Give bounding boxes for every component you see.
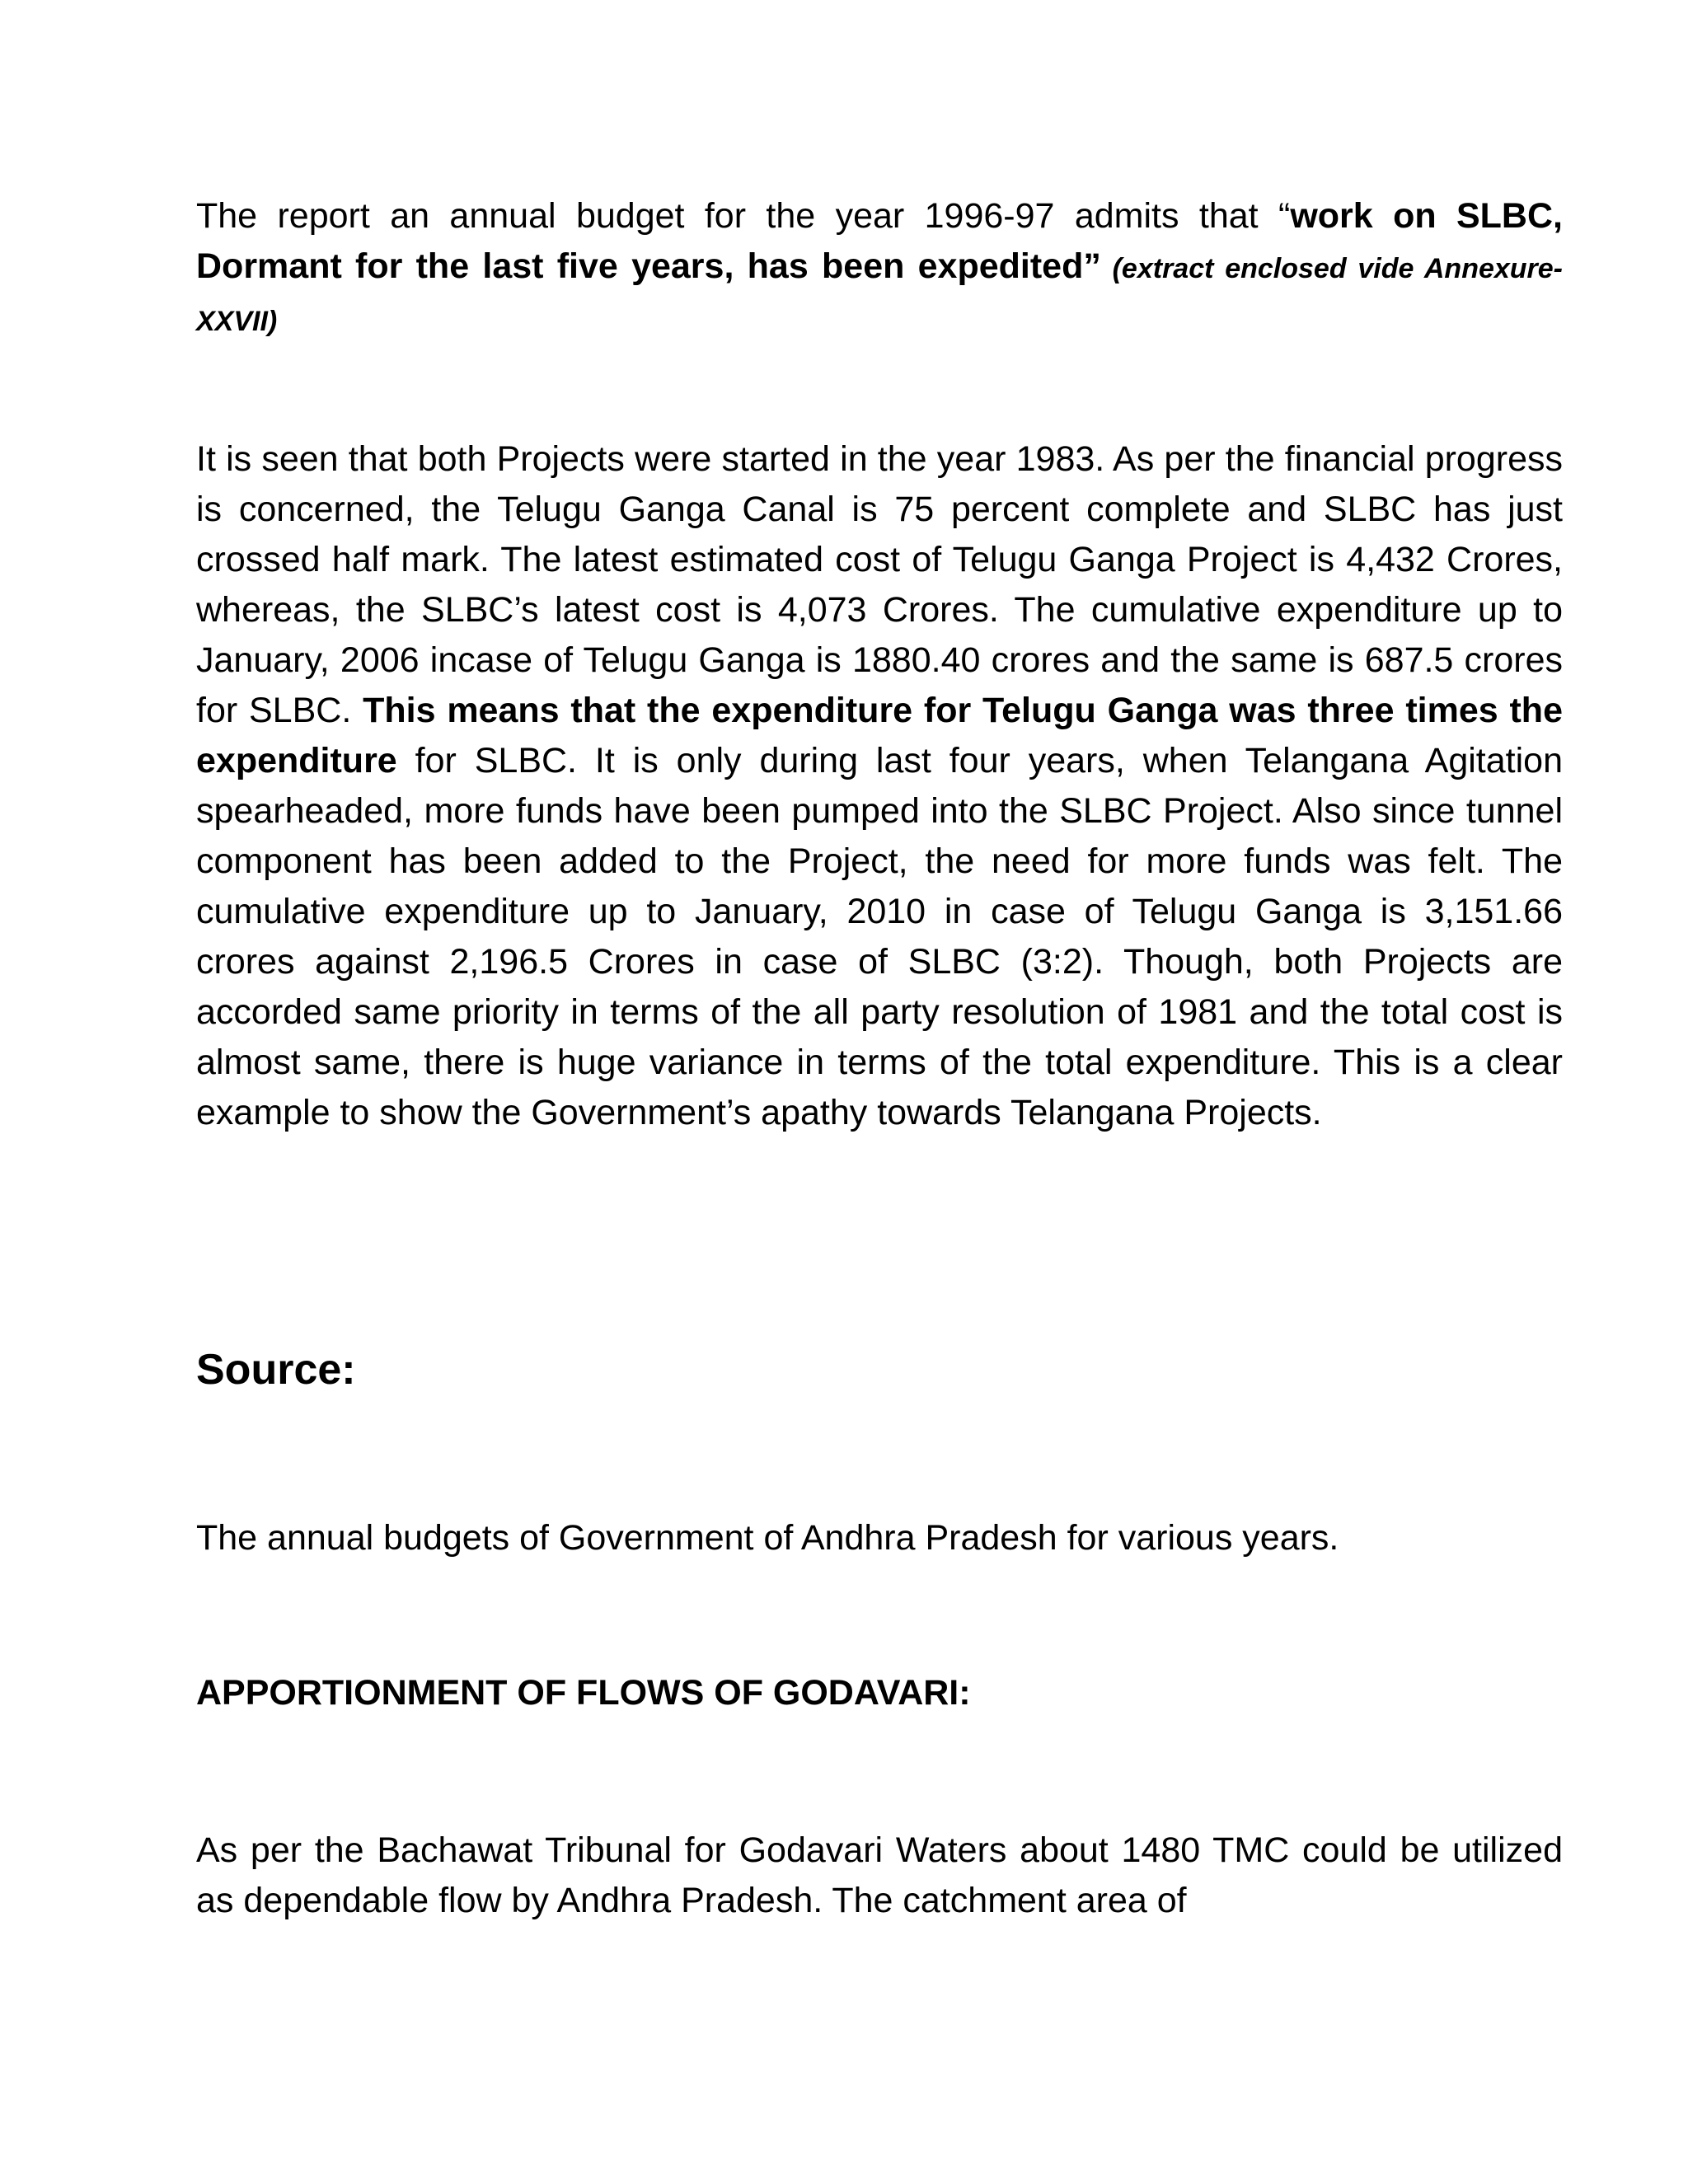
paragraph-budget-lead: The report an annual budget for the year 1996-97 admits that “ — [196, 196, 1291, 236]
annexure-note: (extract enclosed vide Annexure-XXVII) — [196, 253, 1564, 337]
comparison-text-part2: for SLBC. It is only during last four years, when Telangana Agitation spearheaded, more funds have been pumped into the SLBC Project. Also since tunnel component has been added to the Project, the need for more funds was felt. The cumulative expenditure up to January, 2010 in case of Telugu Ganga is 3,151.66 crores against 2,196.5 Crores in case of SLBC (3:2). Though, both Projects are accorded same priority in terms of the all party resolution of 1981 and the total cost is almost same, there is huge variance in terms of the total expenditure. This is a clear example to show the Government’s apathy towards Telangana Projects. — [196, 741, 1563, 1132]
comparison-text-part1: It is seen that both Projects were started in the year 1983. As per the financial progress is concerned, the Telugu Ganga Canal is 75 percent complete and SLBC has just crossed half mark. The latest estimated cost of Telugu Ganga Project is 4,432 Crores, whereas, the SLBC’s latest cost is 4,073 Crores. The cumulative expenditure up to January, 2006 incase of Telugu Ganga is 1880.40 crores and the same is 687.5 crores for SLBC. — [196, 439, 1563, 730]
paragraph-budget-report — [196, 191, 1563, 347]
source-text: The annual budgets of Government of Andhra Pradesh for various years. — [196, 1518, 1339, 1558]
paragraph-project-comparison — [196, 434, 1563, 1138]
apportionment-text: As per the Bachawat Tribunal for Godavari Waters about 1480 TMC could be utilized as dependable flow by Andhra Pradesh. The catchment area of — [196, 1830, 1563, 1920]
apportionment-heading: APPORTIONMENT OF FLOWS OF GODAVARI: — [196, 1673, 971, 1713]
paragraph-budget-quote: work on SLBC, Dormant for the last five years, has been expedited” — [196, 196, 1563, 286]
source-heading: Source: — [196, 1346, 356, 1394]
comparison-emphasis: This means that the expenditure for Telugu Ganga was three times the expenditure — [196, 691, 1563, 780]
